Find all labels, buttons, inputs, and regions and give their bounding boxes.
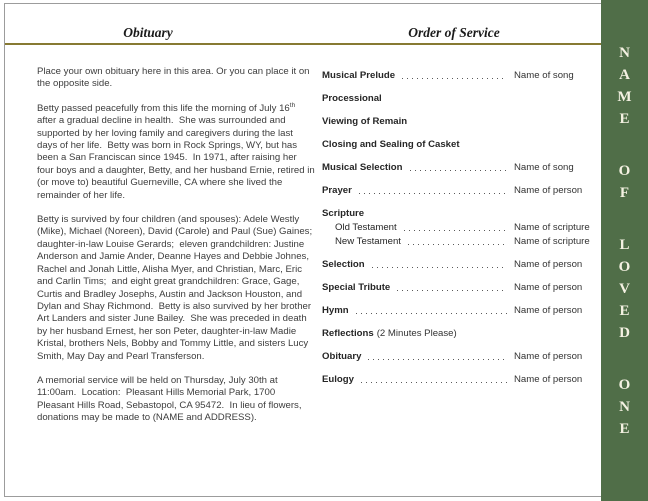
obituary-paragraph-survivors: Betty is survived by four children (and spouses): Adele Westly (Mike), Michael (Noreen), David (Carole) and Paul (Sue) Gaines; daughter-in-law Louise Gerards; eleven grandchildren: Justine Anderson and Jamie Ander, Deanne Hayes and Debbie Johnes, Rachel and Jonah Little, Alisha Myer, and Christian, Marc, Eric and Carlin Tims; and eight great grandchildren: Grace, Gage, Curtis and Bradley Josephs, Austin and Jackson Houston, and Dylan and Shay Richmond. Betty is also survived by her brother Art Landers and sister June Bailey. She was preceded in death by her husband Ernest, her son Peter, daughter-in-law Madie Kristal, brothers Nels, Bobby and Tommy Little, and sisters Lucy Smith, May Day and Pearl Transferson. xyxy=(37,214,318,362)
sidebar-letter: M xyxy=(617,89,632,105)
order-item-label: Hymn xyxy=(322,305,349,316)
obituary-text-block xyxy=(37,66,318,437)
order-item-prayer xyxy=(322,185,602,197)
order-item-special-tribute xyxy=(322,282,602,294)
order-item-label: Prayer xyxy=(322,185,352,196)
sidebar-letter: O xyxy=(618,163,631,179)
order-item-scripture xyxy=(322,208,602,220)
order-item-value: Name of person xyxy=(514,374,583,385)
order-item-value: Name of person xyxy=(514,185,583,196)
obituary-paragraph-service-info: A memorial service will be held on Thursday, July 30th at 11:00am. Location: Pleasant Hills Memorial Park, 1700 Pleasant Hills Road, Sebastopol, CA 95472. In lieu of flowers, donations may be made to (NAME and ADDRESS). xyxy=(37,374,305,424)
dotted-leader xyxy=(408,244,507,245)
sidebar-letter: O xyxy=(618,259,631,275)
order-item-label: Old Testament xyxy=(335,222,397,233)
order-item-label: Closing and Sealing of Casket xyxy=(322,139,460,150)
order-item-viewing-of-remain xyxy=(322,116,602,128)
dotted-leader xyxy=(368,359,507,360)
order-item-label: New Testament xyxy=(335,236,401,247)
order-item-label: Selection xyxy=(322,259,365,270)
order-of-service-heading: Order of Service xyxy=(408,25,500,40)
dotted-leader xyxy=(359,193,507,194)
dotted-leader xyxy=(361,382,507,383)
order-item-closing-casket xyxy=(322,139,602,151)
sidebar-letter: D xyxy=(619,325,630,341)
order-item-reflections xyxy=(322,328,602,340)
order-item-label: Special Tribute xyxy=(322,282,391,293)
dotted-leader xyxy=(410,170,507,171)
sidebar-letter: N xyxy=(619,45,630,61)
name-of-loved-one-sidebar xyxy=(601,0,648,501)
order-item-label: Obituary xyxy=(322,351,362,362)
dotted-leader xyxy=(397,290,507,291)
order-item-value: Name of person xyxy=(514,259,583,270)
sidebar-letter: N xyxy=(619,399,630,415)
order-item-value: Name of song xyxy=(514,70,574,81)
order-item-old-testament xyxy=(322,222,602,234)
order-of-service-list xyxy=(322,70,602,386)
order-item-value: Name of person xyxy=(514,351,583,362)
order-item-label: Scripture xyxy=(322,208,365,219)
order-item-obituary xyxy=(322,351,602,363)
sidebar-letter: E xyxy=(619,111,630,127)
obituary-p2-rest: after a gradual decline in health. She was surrounded and supported by her loving family and caregivers during the last days of her life. Betty was born in Rock Springs, WY, but has been a San Franciscan since 1945. In 1971, after raising her four boys and a daughter, Betty, and her husband Ernie, retired in (or move to) beautiful Guerneville, CA where she lived the remainder of her life. xyxy=(37,102,318,201)
order-item-label: Processional xyxy=(322,93,382,104)
obituary-p2-start: Betty passed peacefully from this life the morning of July 16 xyxy=(37,102,290,114)
dotted-leader xyxy=(356,313,507,314)
sidebar-letter: A xyxy=(619,67,630,83)
order-item-label: Eulogy xyxy=(322,374,354,385)
obituary-paragraph-life xyxy=(37,101,318,202)
order-item-value: Name of scripture xyxy=(514,236,590,247)
sidebar-letter: O xyxy=(618,377,631,393)
sidebar-letter: E xyxy=(619,421,630,437)
obituary-paragraph-placeholder: Place your own obituary here in this area. Or you can place it on the opposite side. xyxy=(37,66,313,90)
order-item-value: Name of person xyxy=(514,282,583,293)
order-item-value: Name of person xyxy=(514,305,583,316)
order-item-new-testament xyxy=(322,236,602,248)
order-item-eulogy xyxy=(322,374,602,386)
order-item-hymn xyxy=(322,305,602,317)
order-item-label: Musical Prelude xyxy=(322,70,396,81)
dotted-leader xyxy=(404,230,507,231)
obituary-heading: Obituary xyxy=(123,25,173,40)
sidebar-letter: F xyxy=(619,185,630,201)
sidebar-letter: V xyxy=(619,281,630,297)
order-item-value: Name of scripture xyxy=(514,222,590,233)
dotted-leader xyxy=(402,78,507,79)
sidebar-letter: L xyxy=(619,237,630,253)
ordinal-superscript: th xyxy=(289,101,296,109)
order-item-label: Viewing of Remain xyxy=(322,116,408,127)
order-item-processional xyxy=(322,93,602,105)
order-item-musical-selection xyxy=(322,162,602,174)
order-item-label: Musical Selection xyxy=(322,162,403,173)
header-divider-rule xyxy=(5,43,602,45)
order-item-suffix: (2 Minutes Please) xyxy=(376,328,457,339)
order-item-musical-prelude xyxy=(322,70,602,82)
sidebar-letter: E xyxy=(619,303,630,319)
order-item-label: Reflections xyxy=(322,328,374,339)
dotted-leader xyxy=(372,267,507,268)
order-item-value: Name of song xyxy=(514,162,574,173)
order-item-selection xyxy=(322,259,602,271)
